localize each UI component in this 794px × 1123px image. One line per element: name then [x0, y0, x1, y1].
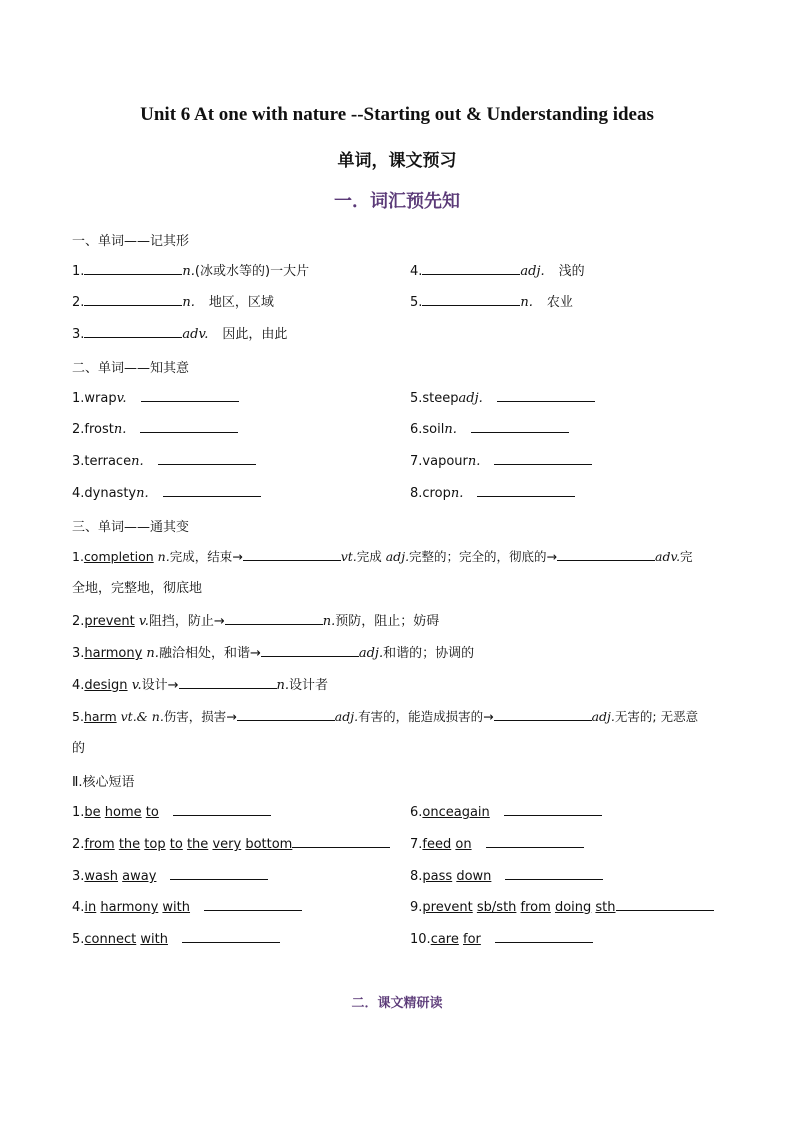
phrase-word: prevent	[422, 900, 473, 915]
phrase-word: 1.	[72, 549, 84, 564]
phrase-word: connect	[84, 932, 137, 947]
phrase-word: 2.	[72, 295, 85, 310]
phrase-word: again	[453, 805, 490, 820]
phrase-word: 6.	[410, 805, 423, 820]
part4-heading: Ⅱ.核心短语	[72, 775, 135, 790]
phrase-word: 4.	[410, 264, 423, 279]
phrase-word: away	[122, 869, 157, 884]
phrase-item-3	[72, 867, 268, 886]
part3-item-1-cont: 全地，完整地，彻底地	[72, 581, 203, 596]
phrase-word: 浅的	[558, 264, 585, 279]
phrase-item-6	[410, 803, 602, 822]
phrase-word: 完成	[356, 549, 386, 564]
part3-item-5-cont: 的	[72, 741, 86, 756]
phrase-word: design	[84, 678, 128, 693]
page-title: Unit 6 At one with nature --Starting out & Understanding ideas	[140, 104, 654, 125]
phrase-word: n.	[520, 295, 533, 310]
answer-blank[interactable]	[204, 898, 302, 911]
phrase-word: 阻挡，防止→	[148, 614, 225, 629]
answer-blank[interactable]	[173, 803, 271, 816]
phrase-word: 3.	[72, 646, 85, 661]
phrase-word: 完成，结束→	[169, 549, 243, 564]
answer-blank[interactable]	[84, 325, 182, 338]
answer-blank[interactable]	[494, 452, 592, 465]
phrase-word: bottom	[245, 837, 293, 852]
phrase-word: on	[455, 837, 472, 852]
section-heading-text-reading: 二．课文精研读	[351, 996, 443, 1011]
phrase-word: harmony	[84, 646, 143, 661]
part1-item-3	[72, 325, 287, 344]
phrase-word: once	[422, 805, 454, 820]
phrase-word: n.	[276, 678, 290, 693]
phrase-word: n.	[113, 422, 127, 437]
phrase-word: 地区，区域	[208, 295, 274, 310]
phrase-word: adv.	[182, 327, 209, 342]
answer-blank[interactable]	[84, 293, 182, 306]
phrase-word: with	[140, 932, 168, 947]
phrase-word: the	[186, 837, 209, 852]
answer-blank[interactable]	[616, 898, 714, 911]
part3-item-3	[72, 644, 474, 663]
part2-item-7	[410, 452, 592, 471]
phrase-word: in	[84, 900, 97, 915]
answer-blank[interactable]	[170, 867, 268, 880]
answer-blank[interactable]	[182, 930, 280, 943]
phrase-word: 3.	[72, 869, 85, 884]
part1-item-2	[72, 293, 274, 312]
phrase-word: 预防，阻止；妨碍	[335, 614, 440, 629]
answer-blank[interactable]	[84, 262, 182, 275]
answer-blank[interactable]	[422, 262, 520, 275]
part2-item-8	[410, 484, 575, 503]
phrase-word: n.	[182, 295, 195, 310]
part3-item-5	[72, 708, 698, 726]
phrase-word: n.	[131, 454, 144, 469]
answer-blank[interactable]	[179, 676, 277, 689]
phrase-word: 无害的; 无恶意	[614, 709, 699, 724]
phrase-word: with	[162, 900, 191, 915]
phrase-word: n.	[136, 486, 149, 501]
answer-blank[interactable]	[471, 420, 569, 433]
phrase-word: feed	[422, 837, 452, 852]
phrase-word: 3.	[72, 327, 85, 342]
phrase-word: 6.soil	[410, 422, 445, 437]
phrase-item-7	[410, 835, 584, 854]
phrase-word: n.	[450, 486, 464, 501]
answer-blank[interactable]	[292, 835, 390, 848]
phrase-word: adj.	[385, 549, 410, 564]
phrase-word: completion	[83, 549, 154, 564]
phrase-word: very	[212, 837, 242, 852]
phrase-word: wash	[84, 869, 119, 884]
phrase-word: n.	[182, 264, 195, 279]
phrase-word: for	[463, 932, 481, 947]
phrase-word: 4.dynasty	[72, 486, 137, 501]
phrase-word: 2.	[72, 614, 85, 629]
phrase-word: be	[84, 805, 101, 820]
phrase-word: adj.	[458, 391, 483, 406]
part1-heading: 一、单词——记其形	[72, 234, 190, 249]
phrase-word: 4.	[72, 900, 85, 915]
answer-blank[interactable]	[261, 644, 359, 657]
phrase-word: harmony	[100, 900, 159, 915]
part3-item-4	[72, 676, 328, 695]
answer-blank[interactable]	[225, 612, 323, 625]
phrase-word: to	[145, 805, 159, 820]
phrase-word: the	[118, 837, 141, 852]
phrase-word: 设计→	[141, 678, 179, 693]
part2-item-5	[410, 389, 595, 408]
part2-item-6	[410, 420, 569, 439]
answer-blank[interactable]	[140, 420, 238, 433]
phrase-item-1	[72, 803, 271, 822]
phrase-word: 8.	[410, 869, 423, 884]
phrase-word: harm	[83, 709, 117, 724]
answer-blank[interactable]	[141, 389, 239, 402]
part2-item-1	[72, 389, 239, 408]
part2-heading: 二、单词——知其意	[72, 361, 190, 376]
answer-blank[interactable]	[237, 708, 335, 721]
phrase-word: home	[104, 805, 142, 820]
phrase-word: v.	[116, 391, 127, 406]
phrase-word: adj.	[334, 709, 359, 724]
answer-blank[interactable]	[163, 484, 261, 497]
phrase-word: down	[456, 869, 492, 884]
phrase-word: 5.	[410, 295, 423, 310]
phrase-item-5	[72, 930, 280, 949]
phrase-word: from	[84, 837, 115, 852]
part2-item-2	[72, 420, 238, 439]
phrase-word: 5.steep	[410, 391, 459, 406]
phrase-word: adj.	[358, 646, 384, 661]
phrase-word: 7.vapour	[410, 454, 468, 469]
part3-heading: 三、单词——通其变	[72, 520, 190, 535]
phrase-word: 1.	[72, 264, 85, 279]
phrase-word: n.	[467, 454, 481, 469]
part2-item-3	[72, 452, 256, 471]
phrase-word: 因此，由此	[222, 327, 288, 342]
phrase-word: 5.	[72, 932, 85, 947]
phrase-word: n.	[157, 549, 170, 564]
phrase-item-2	[72, 835, 390, 854]
answer-blank[interactable]	[505, 867, 603, 880]
phrase-word: 1.wrap	[72, 391, 117, 406]
phrase-word: vt.& n.	[120, 709, 164, 724]
phrase-word: 完	[680, 549, 693, 564]
answer-blank[interactable]	[243, 548, 341, 561]
part2-item-4	[72, 484, 261, 503]
phrase-word: top	[144, 837, 166, 852]
answer-blank[interactable]	[494, 708, 592, 721]
phrase-word: prevent	[84, 614, 135, 629]
answer-blank[interactable]	[477, 484, 575, 497]
phrase-word: 和谐的；协调的	[383, 646, 475, 661]
phrase-word: 完整的；完全的，彻底的→	[409, 549, 558, 564]
phrase-word: doing	[554, 900, 592, 915]
phrase-word: vt.	[340, 549, 357, 564]
phrase-item-8	[410, 867, 603, 886]
phrase-word: care	[430, 932, 459, 947]
phrase-item-9	[410, 898, 714, 917]
phrase-word: 9.	[410, 900, 423, 915]
answer-blank[interactable]	[158, 452, 256, 465]
answer-blank[interactable]	[504, 803, 602, 816]
part1-item-4	[410, 262, 585, 281]
phrase-word: 8.crop	[410, 486, 451, 501]
phrase-word: 1.	[72, 805, 85, 820]
part3-item-1	[72, 548, 693, 566]
answer-blank[interactable]	[486, 835, 584, 848]
part3-item-2	[72, 612, 439, 631]
phrase-word: n.	[322, 614, 336, 629]
page-subtitle: 单词，课文预习	[337, 151, 457, 171]
phrase-word: 5.	[72, 709, 84, 724]
phrase-word: adv.	[655, 549, 681, 564]
answer-blank[interactable]	[422, 293, 520, 306]
phrase-word: 2.frost	[72, 422, 114, 437]
phrase-word: v.	[131, 678, 142, 693]
phrase-word: 伤害，损害→	[163, 709, 237, 724]
phrase-word: n.	[444, 422, 457, 437]
phrase-word: v.	[138, 614, 149, 629]
phrase-word: 2.	[72, 837, 85, 852]
answer-blank[interactable]	[557, 548, 655, 561]
phrase-word: 3.terrace	[72, 454, 132, 469]
phrase-word: (冰或水等的)一大片	[194, 264, 310, 279]
phrase-item-10	[410, 930, 593, 949]
phrase-word: sth	[595, 900, 616, 915]
phrase-word: from	[520, 900, 551, 915]
phrase-word: 4.	[72, 678, 85, 693]
answer-blank[interactable]	[497, 389, 595, 402]
phrase-word: 7.	[410, 837, 423, 852]
part1-item-5	[410, 293, 573, 312]
section-heading-vocabulary: 一．词汇预先知	[334, 191, 460, 212]
phrase-word: to	[169, 837, 183, 852]
phrase-word: 设计者	[289, 678, 329, 693]
phrase-item-4	[72, 898, 302, 917]
phrase-word: sb/sth	[476, 900, 517, 915]
phrase-word: 农业	[546, 295, 573, 310]
answer-blank[interactable]	[495, 930, 593, 943]
phrase-word: adj.	[520, 264, 545, 279]
phrase-word: 融洽相处，和谐→	[158, 646, 261, 661]
phrase-word: adj.	[591, 709, 615, 724]
phrase-word: 有害的，能造成损害的→	[358, 709, 494, 724]
phrase-word: 10.	[410, 932, 431, 947]
phrase-word: pass	[422, 869, 453, 884]
part1-item-1	[72, 262, 309, 281]
phrase-word: n.	[146, 646, 159, 661]
